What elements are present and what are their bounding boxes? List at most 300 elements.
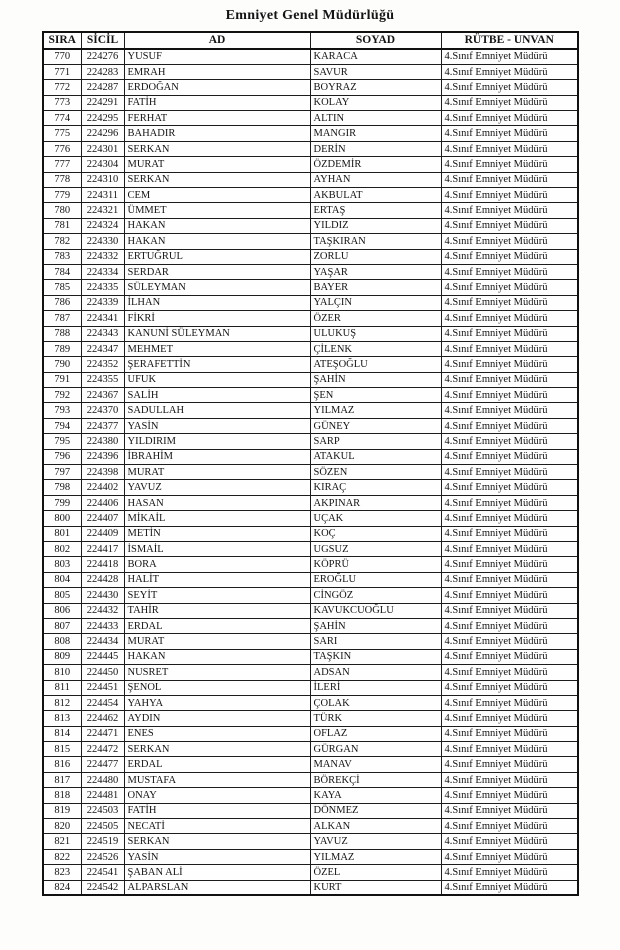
cell-sicil: 224432 — [81, 603, 124, 618]
table-row — [43, 234, 578, 249]
table-row — [43, 772, 578, 787]
table-row — [43, 311, 578, 326]
cell-sicil: 224370 — [81, 403, 124, 418]
cell-ad: ERDOĞAN — [124, 80, 310, 95]
cell-ad: SERKAN — [124, 141, 310, 156]
cell-sira: 771 — [43, 64, 81, 79]
cell-ad: SADULLAH — [124, 403, 310, 418]
cell-ad: KANUNİ SÜLEYMAN — [124, 326, 310, 341]
cell-sira: 802 — [43, 542, 81, 557]
cell-rutbe: 4.Sınıf Emniyet Müdürü — [441, 234, 578, 249]
table-row — [43, 495, 578, 510]
table-row — [43, 480, 578, 495]
table-row — [43, 603, 578, 618]
cell-ad: ŞABAN ALİ — [124, 865, 310, 880]
cell-sicil: 224526 — [81, 849, 124, 864]
cell-rutbe: 4.Sınıf Emniyet Müdürü — [441, 326, 578, 341]
cell-sira: 791 — [43, 372, 81, 387]
cell-sira: 817 — [43, 772, 81, 787]
cell-soyad: AKPINAR — [310, 495, 441, 510]
cell-rutbe: 4.Sınıf Emniyet Müdürü — [441, 572, 578, 587]
cell-sira: 772 — [43, 80, 81, 95]
table-body — [43, 49, 578, 895]
cell-sira: 790 — [43, 357, 81, 372]
cell-soyad: GÜRGAN — [310, 742, 441, 757]
cell-sira: 798 — [43, 480, 81, 495]
cell-soyad: CİNGÖZ — [310, 588, 441, 603]
cell-rutbe: 4.Sınıf Emniyet Müdürü — [441, 511, 578, 526]
table-row — [43, 111, 578, 126]
personnel-table — [42, 31, 579, 896]
cell-rutbe: 4.Sınıf Emniyet Müdürü — [441, 742, 578, 757]
cell-sicil: 224377 — [81, 418, 124, 433]
table-row — [43, 95, 578, 110]
cell-soyad: KOLAY — [310, 95, 441, 110]
cell-rutbe: 4.Sınıf Emniyet Müdürü — [441, 311, 578, 326]
cell-sira: 800 — [43, 511, 81, 526]
cell-rutbe: 4.Sınıf Emniyet Müdürü — [441, 480, 578, 495]
table-row — [43, 218, 578, 233]
cell-rutbe: 4.Sınıf Emniyet Müdürü — [441, 557, 578, 572]
table-row — [43, 403, 578, 418]
cell-ad: YAHYA — [124, 695, 310, 710]
cell-sira: 795 — [43, 434, 81, 449]
cell-soyad: MANAV — [310, 757, 441, 772]
cell-sicil: 224343 — [81, 326, 124, 341]
table-row — [43, 264, 578, 279]
cell-ad: ALPARSLAN — [124, 880, 310, 895]
cell-soyad: KURT — [310, 880, 441, 895]
cell-sira: 803 — [43, 557, 81, 572]
cell-sicil: 224519 — [81, 834, 124, 849]
table-row — [43, 803, 578, 818]
cell-sira: 773 — [43, 95, 81, 110]
cell-soyad: UÇAK — [310, 511, 441, 526]
cell-ad: FERHAT — [124, 111, 310, 126]
cell-sira: 810 — [43, 665, 81, 680]
cell-ad: SERKAN — [124, 172, 310, 187]
cell-sicil: 224542 — [81, 880, 124, 895]
cell-soyad: KARACA — [310, 49, 441, 64]
cell-sicil: 224324 — [81, 218, 124, 233]
table-row — [43, 680, 578, 695]
table-row — [43, 418, 578, 433]
cell-sira: 796 — [43, 449, 81, 464]
cell-soyad: ÇİLENK — [310, 341, 441, 356]
cell-rutbe: 4.Sınıf Emniyet Müdürü — [441, 880, 578, 895]
cell-ad: YUSUF — [124, 49, 310, 64]
cell-soyad: KIRAÇ — [310, 480, 441, 495]
cell-ad: BAHADIR — [124, 126, 310, 141]
cell-rutbe: 4.Sınıf Emniyet Müdürü — [441, 280, 578, 295]
cell-soyad: ŞAHİN — [310, 372, 441, 387]
cell-rutbe: 4.Sınıf Emniyet Müdürü — [441, 249, 578, 264]
cell-sicil: 224287 — [81, 80, 124, 95]
cell-sira: 786 — [43, 295, 81, 310]
table-row — [43, 157, 578, 172]
cell-ad: NUSRET — [124, 665, 310, 680]
cell-soyad: BOYRAZ — [310, 80, 441, 95]
cell-sira: 807 — [43, 618, 81, 633]
cell-sicil: 224283 — [81, 64, 124, 79]
cell-sicil: 224355 — [81, 372, 124, 387]
cell-soyad: KAYA — [310, 788, 441, 803]
table-row — [43, 695, 578, 710]
cell-sira: 797 — [43, 465, 81, 480]
cell-soyad: TAŞKIRAN — [310, 234, 441, 249]
cell-sicil: 224406 — [81, 495, 124, 510]
table-row — [43, 849, 578, 864]
table-row — [43, 465, 578, 480]
cell-sira: 801 — [43, 526, 81, 541]
table-row — [43, 357, 578, 372]
cell-soyad: ZORLU — [310, 249, 441, 264]
cell-soyad: OFLAZ — [310, 726, 441, 741]
cell-sira: 821 — [43, 834, 81, 849]
cell-soyad: ALTIN — [310, 111, 441, 126]
cell-ad: SERKAN — [124, 742, 310, 757]
table-row — [43, 665, 578, 680]
header-cell-ad: AD — [124, 32, 310, 49]
cell-soyad: İLERİ — [310, 680, 441, 695]
cell-sira: 779 — [43, 188, 81, 203]
cell-ad: SALİH — [124, 388, 310, 403]
cell-sicil: 224335 — [81, 280, 124, 295]
cell-sicil: 224295 — [81, 111, 124, 126]
cell-sira: 781 — [43, 218, 81, 233]
cell-sicil: 224503 — [81, 803, 124, 818]
cell-soyad: SARI — [310, 634, 441, 649]
cell-sira: 784 — [43, 264, 81, 279]
cell-ad: ERDAL — [124, 757, 310, 772]
cell-ad: YAVUZ — [124, 480, 310, 495]
cell-sira: 820 — [43, 819, 81, 834]
cell-rutbe: 4.Sınıf Emniyet Müdürü — [441, 418, 578, 433]
table-row — [43, 126, 578, 141]
cell-sira: 770 — [43, 49, 81, 64]
cell-soyad: SARP — [310, 434, 441, 449]
cell-rutbe: 4.Sınıf Emniyet Müdürü — [441, 772, 578, 787]
cell-sicil: 224330 — [81, 234, 124, 249]
cell-soyad: EROĞLU — [310, 572, 441, 587]
cell-soyad: ŞAHİN — [310, 618, 441, 633]
cell-sira: 811 — [43, 680, 81, 695]
cell-ad: İSMAİL — [124, 542, 310, 557]
cell-rutbe: 4.Sınıf Emniyet Müdürü — [441, 834, 578, 849]
cell-rutbe: 4.Sınıf Emniyet Müdürü — [441, 588, 578, 603]
table-row — [43, 865, 578, 880]
table-row — [43, 295, 578, 310]
header-cell-soyad: SOYAD — [310, 32, 441, 49]
cell-sicil: 224418 — [81, 557, 124, 572]
cell-sira: 785 — [43, 280, 81, 295]
cell-rutbe: 4.Sınıf Emniyet Müdürü — [441, 403, 578, 418]
cell-soyad: DÖNMEZ — [310, 803, 441, 818]
cell-ad: MURAT — [124, 157, 310, 172]
cell-sicil: 224396 — [81, 449, 124, 464]
cell-soyad: GÜNEY — [310, 418, 441, 433]
cell-rutbe: 4.Sınıf Emniyet Müdürü — [441, 803, 578, 818]
cell-rutbe: 4.Sınıf Emniyet Müdürü — [441, 665, 578, 680]
cell-ad: ŞERAFETTİN — [124, 357, 310, 372]
cell-rutbe: 4.Sınıf Emniyet Müdürü — [441, 649, 578, 664]
cell-sicil: 224402 — [81, 480, 124, 495]
table-row — [43, 280, 578, 295]
cell-ad: METİN — [124, 526, 310, 541]
cell-soyad: ATAKUL — [310, 449, 441, 464]
cell-sicil: 224311 — [81, 188, 124, 203]
cell-soyad: UGSUZ — [310, 542, 441, 557]
table-row — [43, 49, 578, 64]
table-row — [43, 742, 578, 757]
cell-rutbe: 4.Sınıf Emniyet Müdürü — [441, 126, 578, 141]
table-row — [43, 819, 578, 834]
cell-rutbe: 4.Sınıf Emniyet Müdürü — [441, 634, 578, 649]
cell-sira: 799 — [43, 495, 81, 510]
table-row — [43, 64, 578, 79]
cell-ad: YILDIRIM — [124, 434, 310, 449]
cell-sira: 775 — [43, 126, 81, 141]
cell-rutbe: 4.Sınıf Emniyet Müdürü — [441, 64, 578, 79]
cell-soyad: ÇOLAK — [310, 695, 441, 710]
cell-soyad: BAYER — [310, 280, 441, 295]
cell-soyad: ADSAN — [310, 665, 441, 680]
cell-soyad: YILMAZ — [310, 403, 441, 418]
cell-sira: 778 — [43, 172, 81, 187]
cell-ad: ONAY — [124, 788, 310, 803]
cell-soyad: KAVUKCUOĞLU — [310, 603, 441, 618]
cell-rutbe: 4.Sınıf Emniyet Müdürü — [441, 757, 578, 772]
table-row — [43, 880, 578, 895]
cell-sicil: 224398 — [81, 465, 124, 480]
table-row — [43, 572, 578, 587]
cell-sicil: 224321 — [81, 203, 124, 218]
cell-ad: BORA — [124, 557, 310, 572]
table-row — [43, 511, 578, 526]
cell-ad: FATİH — [124, 803, 310, 818]
table-header-row — [43, 32, 578, 49]
cell-sicil: 224462 — [81, 711, 124, 726]
cell-soyad: ÖZDEMİR — [310, 157, 441, 172]
cell-sicil: 224304 — [81, 157, 124, 172]
cell-rutbe: 4.Sınıf Emniyet Müdürü — [441, 449, 578, 464]
table-row — [43, 141, 578, 156]
cell-rutbe: 4.Sınıf Emniyet Müdürü — [441, 141, 578, 156]
cell-sira: 814 — [43, 726, 81, 741]
cell-sicil: 224341 — [81, 311, 124, 326]
table-row — [43, 557, 578, 572]
cell-sicil: 224428 — [81, 572, 124, 587]
cell-soyad: TÜRK — [310, 711, 441, 726]
cell-ad: TAHİR — [124, 603, 310, 618]
cell-sira: 815 — [43, 742, 81, 757]
table-row — [43, 588, 578, 603]
cell-sira: 809 — [43, 649, 81, 664]
cell-ad: FİKRİ — [124, 311, 310, 326]
cell-ad: HAKAN — [124, 649, 310, 664]
table-row — [43, 188, 578, 203]
cell-rutbe: 4.Sınıf Emniyet Müdürü — [441, 172, 578, 187]
cell-soyad: ŞEN — [310, 388, 441, 403]
cell-sicil: 224480 — [81, 772, 124, 787]
cell-sicil: 224445 — [81, 649, 124, 664]
cell-ad: MURAT — [124, 465, 310, 480]
cell-soyad: YAVUZ — [310, 834, 441, 849]
cell-sira: 789 — [43, 341, 81, 356]
table-row — [43, 788, 578, 803]
cell-sicil: 224339 — [81, 295, 124, 310]
cell-rutbe: 4.Sınıf Emniyet Müdürü — [441, 295, 578, 310]
cell-sicil: 224407 — [81, 511, 124, 526]
cell-soyad: YALÇIN — [310, 295, 441, 310]
cell-ad: MURAT — [124, 634, 310, 649]
cell-sira: 780 — [43, 203, 81, 218]
cell-sicil: 224450 — [81, 665, 124, 680]
table-header — [43, 32, 578, 49]
cell-ad: HAKAN — [124, 234, 310, 249]
cell-sicil: 224451 — [81, 680, 124, 695]
cell-sicil: 224310 — [81, 172, 124, 187]
cell-ad: SERKAN — [124, 834, 310, 849]
cell-sicil: 224409 — [81, 526, 124, 541]
cell-soyad: BÖREKÇİ — [310, 772, 441, 787]
cell-sicil: 224481 — [81, 788, 124, 803]
cell-rutbe: 4.Sınıf Emniyet Müdürü — [441, 618, 578, 633]
cell-sicil: 224505 — [81, 819, 124, 834]
table-row — [43, 372, 578, 387]
cell-rutbe: 4.Sınıf Emniyet Müdürü — [441, 188, 578, 203]
cell-soyad: SAVUR — [310, 64, 441, 79]
cell-sicil: 224352 — [81, 357, 124, 372]
cell-ad: MEHMET — [124, 341, 310, 356]
cell-rutbe: 4.Sınıf Emniyet Müdürü — [441, 526, 578, 541]
cell-rutbe: 4.Sınıf Emniyet Müdürü — [441, 849, 578, 864]
cell-soyad: AYHAN — [310, 172, 441, 187]
cell-ad: İLHAN — [124, 295, 310, 310]
cell-ad: SERDAR — [124, 264, 310, 279]
table-row — [43, 757, 578, 772]
cell-soyad: SÖZEN — [310, 465, 441, 480]
document-title: Emniyet Genel Müdürlüğü — [225, 8, 395, 23]
cell-sicil: 224334 — [81, 264, 124, 279]
cell-ad: ERDAL — [124, 618, 310, 633]
cell-ad: ÜMMET — [124, 203, 310, 218]
table-row — [43, 711, 578, 726]
cell-sira: 816 — [43, 757, 81, 772]
cell-ad: HASAN — [124, 495, 310, 510]
cell-rutbe: 4.Sınıf Emniyet Müdürü — [441, 157, 578, 172]
table-row — [43, 634, 578, 649]
cell-sira: 805 — [43, 588, 81, 603]
cell-sicil: 224367 — [81, 388, 124, 403]
cell-soyad: ÖZEL — [310, 865, 441, 880]
cell-sicil: 224454 — [81, 695, 124, 710]
cell-ad: AYDIN — [124, 711, 310, 726]
cell-ad: YASİN — [124, 418, 310, 433]
cell-sira: 788 — [43, 326, 81, 341]
cell-sira: 812 — [43, 695, 81, 710]
cell-rutbe: 4.Sınıf Emniyet Müdürü — [441, 95, 578, 110]
cell-sira: 804 — [43, 572, 81, 587]
cell-soyad: ÖZER — [310, 311, 441, 326]
cell-rutbe: 4.Sınıf Emniyet Müdürü — [441, 680, 578, 695]
table-row — [43, 542, 578, 557]
cell-rutbe: 4.Sınıf Emniyet Müdürü — [441, 218, 578, 233]
cell-sicil: 224291 — [81, 95, 124, 110]
cell-sicil: 224477 — [81, 757, 124, 772]
table-row — [43, 172, 578, 187]
cell-rutbe: 4.Sınıf Emniyet Müdürü — [441, 203, 578, 218]
cell-rutbe: 4.Sınıf Emniyet Müdürü — [441, 726, 578, 741]
cell-soyad: MANGIR — [310, 126, 441, 141]
cell-soyad: KÖPRÜ — [310, 557, 441, 572]
cell-ad: SEYİT — [124, 588, 310, 603]
cell-ad: ŞENOL — [124, 680, 310, 695]
cell-sicil: 224472 — [81, 742, 124, 757]
cell-sicil: 224301 — [81, 141, 124, 156]
cell-sira: 824 — [43, 880, 81, 895]
cell-sira: 822 — [43, 849, 81, 864]
cell-rutbe: 4.Sınıf Emniyet Müdürü — [441, 388, 578, 403]
header-cell-sicil: SİCİL — [81, 32, 124, 49]
cell-sira: 808 — [43, 634, 81, 649]
cell-sira: 819 — [43, 803, 81, 818]
cell-sicil: 224433 — [81, 618, 124, 633]
table-row — [43, 618, 578, 633]
cell-rutbe: 4.Sınıf Emniyet Müdürü — [441, 434, 578, 449]
table-row — [43, 203, 578, 218]
cell-ad: HAKAN — [124, 218, 310, 233]
cell-sira: 818 — [43, 788, 81, 803]
table-row — [43, 649, 578, 664]
cell-sira: 776 — [43, 141, 81, 156]
cell-soyad: YAŞAR — [310, 264, 441, 279]
cell-ad: UFUK — [124, 372, 310, 387]
cell-ad: MUSTAFA — [124, 772, 310, 787]
cell-rutbe: 4.Sınıf Emniyet Müdürü — [441, 49, 578, 64]
table-row — [43, 526, 578, 541]
cell-sira: 793 — [43, 403, 81, 418]
cell-sira: 774 — [43, 111, 81, 126]
cell-sicil: 224347 — [81, 341, 124, 356]
cell-ad: FATİH — [124, 95, 310, 110]
cell-soyad: ALKAN — [310, 819, 441, 834]
table-row — [43, 449, 578, 464]
table-row — [43, 726, 578, 741]
cell-sira: 794 — [43, 418, 81, 433]
cell-soyad: KOÇ — [310, 526, 441, 541]
cell-ad: HALİT — [124, 572, 310, 587]
cell-sicil: 224471 — [81, 726, 124, 741]
cell-sicil: 224434 — [81, 634, 124, 649]
cell-rutbe: 4.Sınıf Emniyet Müdürü — [441, 819, 578, 834]
table-row — [43, 341, 578, 356]
cell-rutbe: 4.Sınıf Emniyet Müdürü — [441, 264, 578, 279]
cell-sira: 813 — [43, 711, 81, 726]
cell-ad: SÜLEYMAN — [124, 280, 310, 295]
cell-ad: YASİN — [124, 849, 310, 864]
cell-rutbe: 4.Sınıf Emniyet Müdürü — [441, 711, 578, 726]
cell-sicil: 224541 — [81, 865, 124, 880]
cell-rutbe: 4.Sınıf Emniyet Müdürü — [441, 111, 578, 126]
table-row — [43, 834, 578, 849]
cell-rutbe: 4.Sınıf Emniyet Müdürü — [441, 495, 578, 510]
cell-ad: MİKAİL — [124, 511, 310, 526]
table-row — [43, 249, 578, 264]
cell-sicil: 224332 — [81, 249, 124, 264]
cell-rutbe: 4.Sınıf Emniyet Müdürü — [441, 865, 578, 880]
cell-sira: 787 — [43, 311, 81, 326]
